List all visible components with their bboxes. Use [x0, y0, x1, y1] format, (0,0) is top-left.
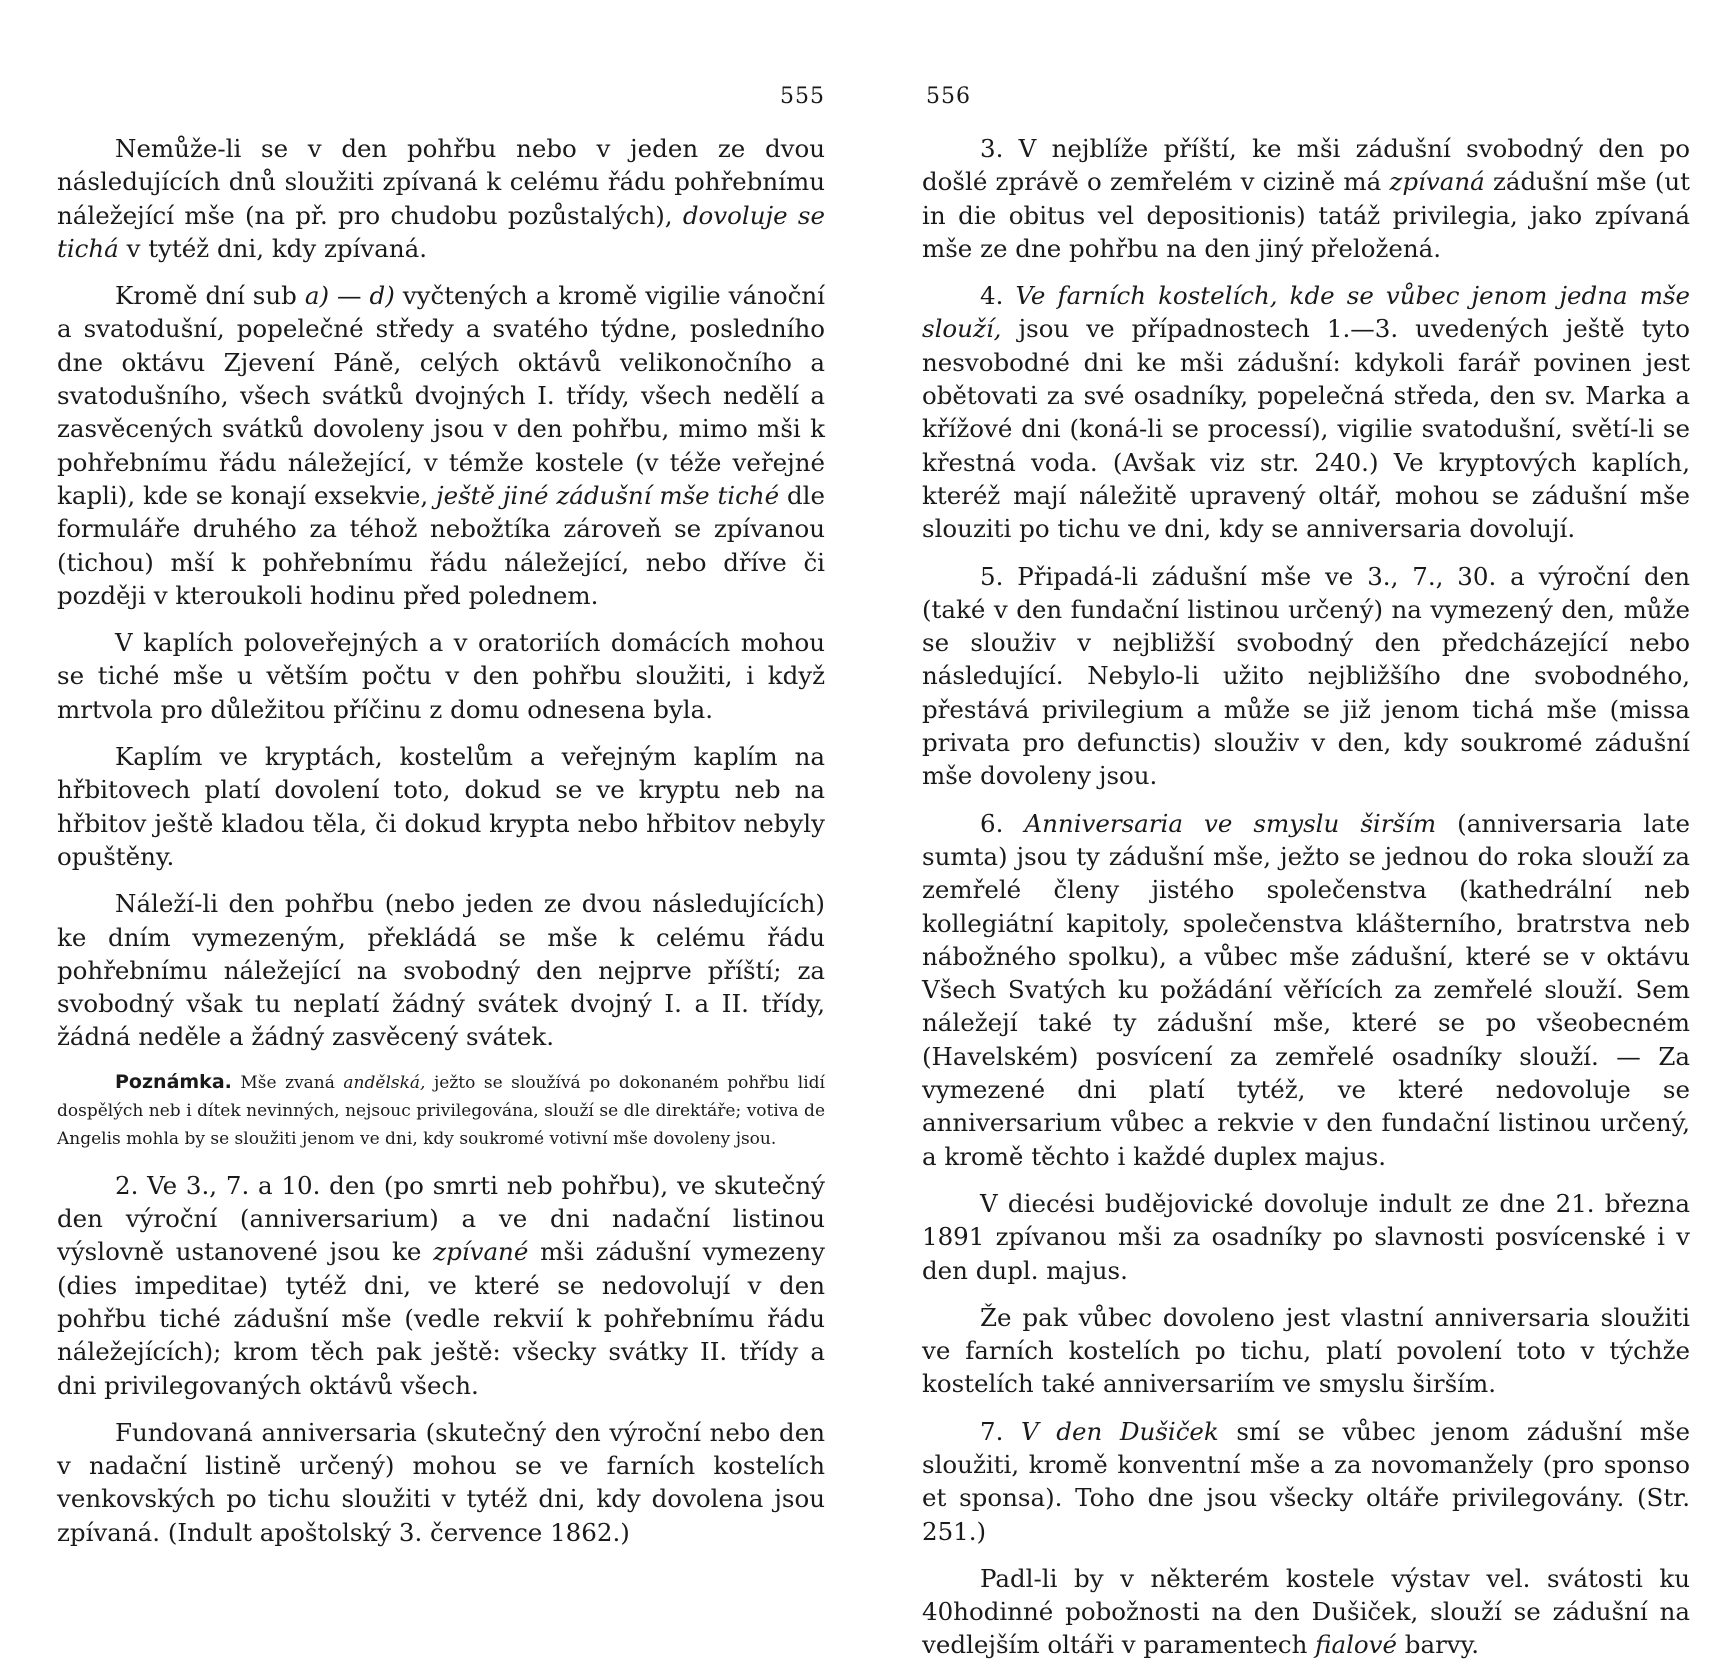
text: Náleží-li den pohřbu (nebo jeden ze dvou následujících) ke dním vymezeným, překládá se mše k celému řádu pohřebnímu náležející na svobodný den nejprve příští; za svobodný však tu neplatí žádný svátek dvojný I. a II. třídy, žádná neděle a žádný zasvěcený svátek.	[57, 889, 825, 1052]
paragraph	[57, 279, 825, 612]
text: 4.	[980, 281, 1016, 311]
paragraph	[922, 1301, 1690, 1401]
text: vyčtených a kromě vigilie vánoční a svatodušní, popelečné středy a svatého týdne, posledního dne oktávu Zjevení Páně, celých oktávů velikonočního a svatodušního, všech svátků dvojných I. třídy, všech nedělí a zasvěcených svátků dovoleny jsou v den pohřbu, mimo mši k pohřebnímu řádu náležející, v témže kostele (v téže veřejné kapli), kde se konají exsekvie,	[57, 281, 825, 510]
italic-text: a)	[304, 281, 330, 311]
page-number: 555	[780, 84, 825, 109]
text: 6.	[980, 808, 1025, 838]
paragraph	[922, 1187, 1690, 1287]
text: 2. Ve 3., 7. a 10. den (po smrti neb pohřbu), ve skutečný den výroční (anniversarium) a ve dni nadační listinou výslovně ustanovené jsou ke	[57, 1170, 825, 1267]
italic-text: zpívané	[433, 1237, 529, 1267]
text: Nemůže-li se v den pohřbu nebo v jeden ze dvou následujících dnů sloužiti zpívaná k celému řádu pohřebnímu náležející mše (na př. pro chudobu pozůstalých),	[57, 134, 825, 230]
paragraph	[57, 626, 825, 726]
text: V kaplích poloveřejných a v oratoriích domácích mohou se tiché mše u větším počtu v den pohřbu sloužiti, i když mrtvola pro důležitou příčinu z domu odnesena byla.	[57, 628, 825, 724]
text: —	[329, 281, 370, 311]
page-number: 556	[926, 84, 971, 109]
paragraph	[922, 560, 1690, 793]
text: 5. Připadá-li zádušní mše ve 3., 7., 30. a výroční den (také v den fundační listinou určený) na vymezený den, může se slouživ v nejbližší svobodný den předcházející nebo následující. Nebylo-li užito nejbližšího dne svobodného, přestává privilegium a může se již jenom tichá mše (missa privata pro defunctis) slouživ v den, kdy soukromé zádušní mše dovoleny jsou.	[922, 561, 1690, 791]
italic-text: dovoluje se tichá	[57, 200, 825, 263]
text: Fundovaná anniversaria (skutečný den výroční nebo den v nadační listině určený) mohou se ve farních kostelích venkovských po tichu sloužiti v tytéž dni, kdy dovolena jsou zpívaná. (Indult apoštolský 3. července 1862.)	[57, 1417, 825, 1547]
paragraph	[57, 1416, 825, 1549]
paragraph	[922, 1562, 1690, 1662]
right-page	[922, 0, 1691, 1660]
italic-text: zpívaná	[1389, 167, 1485, 197]
italic-text: V den Dušiček	[1021, 1416, 1219, 1446]
text: v tytéž dni, kdy zpívaná.	[118, 233, 428, 263]
text: mši zádušní vymezeny (dies impeditae) tytéž dni, ve které se nedovolují v den pohřbu tiché zádušní mše (vedle rekvií k pohřebnímu řádu náležejících); krom těch pak ještě: všecky svátky II. třídy a dni privilegovaných oktávů všech.	[57, 1237, 826, 1400]
italic-text: Ve farních kostelích, kde se vůbec jenom jedna mše slouží,	[922, 281, 1690, 344]
italic-text: Anniversaria ve smyslu širším	[1024, 808, 1437, 838]
text: smí se vůbec jenom zádušní mše sloužiti, kromě konventní mše a za novomanžely (pro sponso et sponsa). Toho dne jsou všecky oltáře privilegovány. (Str. 251.)	[922, 1416, 1690, 1546]
text: ježto se sloužívá po dokonaném pohřbu lidí dospělých neb i dítek nevinných, nejsouc privilegována, slouží se dle direktáře; votiva de Angelis mohla by se sloužiti jenom ve dni, kdy soukromé votivní mše dovoleny jsou.	[57, 1072, 825, 1149]
paragraph	[57, 740, 825, 873]
text: V diecési budějovické dovoluje indult ze dne 21. března 1891 zpívanou mši za osadníky po slavnosti posvícenské i v den dupl. majus.	[922, 1188, 1690, 1285]
paragraph	[922, 807, 1690, 1173]
text: dle formuláře druhého za téhož nebožtíka zároveň se zpívanou (tichou) mší k pohřebnímu řádu náležející, nebo dříve či později v kteroukoli hodinu před polednem.	[57, 480, 825, 610]
text: jsou ve případnostech 1.—3. uvedených ještě tyto nesvobodné dni ke mši zádušní: kdykoli farář povinen jest obětovati za své osadníky, popelečná středa, den sv. Marka a křížové dni (koná-li se processí), vigilie svatodušní, světí-li se křestná voda. (Avšak viz str. 240.) Ve kryptových kaplích, kteréž mají náležitě upravený oltář, mohou se zádušní mše slouziti po tichu ve dni, kdy se anniversaria dovolují.	[922, 314, 1690, 544]
page-body	[922, 132, 1690, 1676]
left-page	[57, 0, 826, 1547]
text: zádušní mše (ut in die obitus vel depositionis) tatáž privilegia, jako zpívaná mše ze dne pohřbu na den jiný přeložená.	[922, 167, 1691, 263]
paragraph	[922, 132, 1690, 265]
italic-text: fialové	[1315, 1630, 1398, 1660]
paragraph	[922, 279, 1690, 545]
text: barvy.	[1397, 1630, 1480, 1660]
paragraph	[57, 132, 825, 265]
text: Že pak vůbec dovoleno jest vlastní anniversaria sloužiti ve farních kostelích po tichu, platí povolení toto v týchže kostelích také anniversariím ve smyslu širším.	[922, 1302, 1690, 1399]
paragraph	[57, 1169, 825, 1402]
page-body	[57, 132, 825, 1563]
text: 7.	[980, 1416, 1021, 1446]
text: Mše zvaná	[231, 1072, 344, 1093]
text: Padl-li by v některém kostele výstav vel. svátosti ku 40hodinné pobožnosti na den Dušiček, slouží se zádušní na vedlejším oltáři v paramentech	[922, 1563, 1690, 1660]
italic-text: andělská,	[343, 1072, 426, 1093]
note-paragraph	[57, 1068, 825, 1153]
italic-text: d)	[369, 281, 395, 311]
text: 3. V nejblíže příští, ke mši zádušní svobodný den po došlé zprávě o zemřelém v cizině má	[922, 134, 1690, 197]
note-label: Poznámka.	[115, 1070, 232, 1093]
italic-text: ještě jiné zádušní mše tiché	[435, 480, 780, 510]
text: Kaplím ve kryptách, kostelům a veřejným kaplím na hřbitovech platí dovolení toto, dokud se ve kryptu neb na hřbitov ještě kladou těla, či dokud krypta nebo hřbitov nebyly opuštěny.	[57, 742, 825, 871]
text: (anniversaria late sumta) jsou ty zádušní mše, ježto se jednou do roka slouží za zemřelé členy jistého společenstva (kathedrální neb kollegiátní kapitoly, společenstva klášterního, bratrstva neb nábožného spolku), a vůbec mše zádušní, které se v oktávu Všech Svatých ku požádání věřících za zemřelé slouží. Sem náležejí také ty zádušní mše, které se po všeobecném (Havelském) posvícení za zemřelé osadníky slouží. — Za vymezené dni platí tytéž, ve které nedovoluje se anniversarium vůbec a rekvie v den fundační listinou určený, a kromě těchto i každé duplex majus.	[922, 808, 1690, 1171]
text: Kromě dní sub	[115, 281, 305, 311]
paragraph	[57, 887, 825, 1053]
paragraph	[922, 1415, 1690, 1548]
